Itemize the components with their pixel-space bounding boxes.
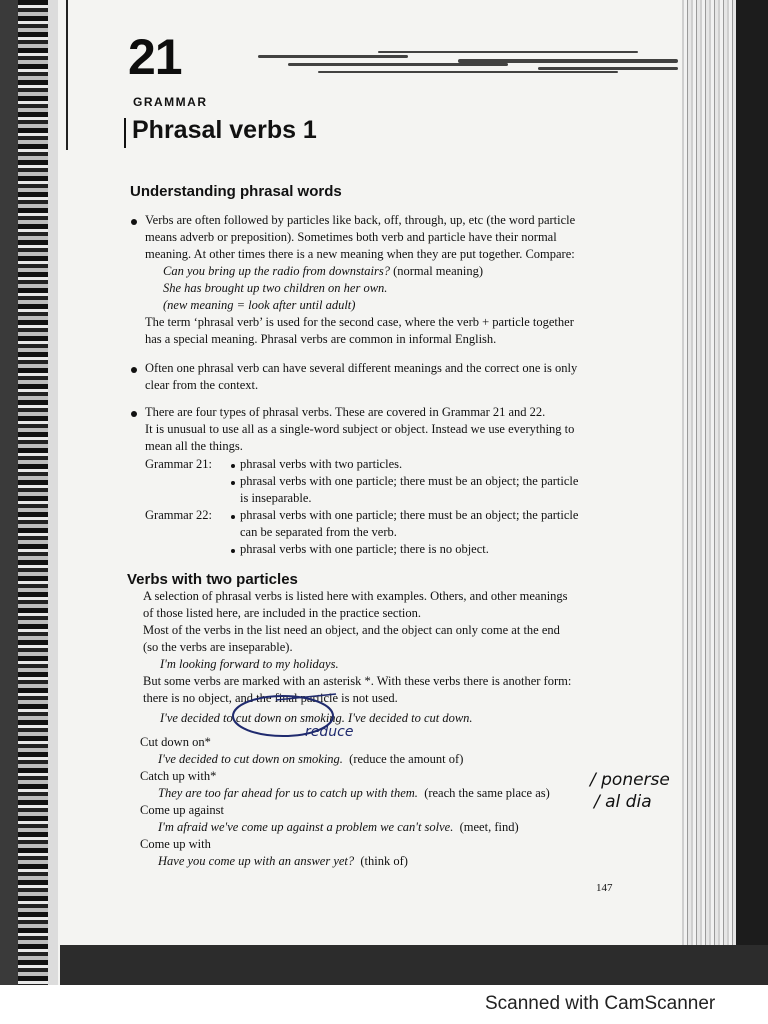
body-line: means adverb or preposition). Sometimes both verb and particle have their normal [145, 230, 557, 244]
body-line: A selection of phrasal verbs is listed here with examples. Others, and other meanings [143, 589, 568, 603]
grammar-21-label: Grammar 21: [145, 457, 212, 471]
scanner-watermark: Scanned with CamScanner [485, 993, 716, 1014]
body-line: meaning. At other times there is a new meaning when they are put together. Compare: [145, 247, 575, 261]
grammar-22-label: Grammar 22: [145, 508, 212, 522]
heading-understanding: Understanding phrasal words [130, 183, 342, 200]
chapter-number: 21 [128, 29, 182, 85]
body-line: There are four types of phrasal verbs. These are covered in Grammar 21 and 22. [145, 405, 546, 419]
body-line: Verbs are often followed by particles like back, off, through, up, etc (the word particle [145, 213, 576, 227]
example-line: I'm looking forward to my holidays. [160, 657, 339, 671]
verb-example-line: They are too far ahead for us to catch up with them. (reach the same place as) [158, 786, 550, 800]
page-title: Phrasal verbs 1 [132, 116, 317, 144]
section-label: GRAMMAR [133, 95, 208, 109]
bullet [131, 367, 137, 373]
body-line: has a special meaning. Phrasal verbs are common in informal English. [145, 332, 497, 346]
sub-bullet [231, 515, 235, 519]
example-line: I've decided to cut down on smoking. I've decided to cut down. [160, 711, 473, 725]
page-stack-edge [682, 0, 742, 985]
heading-two-particles: Verbs with two particles [127, 571, 298, 588]
verb-example-line: I'm afraid we've come up against a problem we can't solve. (meet, find) [158, 820, 519, 834]
sub-bullet [231, 549, 235, 553]
verb-example-line: Have you come up with an answer yet? (think of) [158, 854, 408, 868]
list-item: phrasal verbs with two particles. [240, 457, 403, 471]
title-rule [124, 118, 126, 148]
body-line: mean all the things. [145, 439, 243, 453]
list-item: phrasal verbs with one particle; there must be an object; the particle [240, 508, 579, 522]
list-item: is inseparable. [240, 491, 312, 505]
list-item: phrasal verbs with one particle; there must be an object; the particle [240, 474, 579, 488]
handwritten-note-ponerse: / ponerse [590, 770, 670, 790]
margin-rule [66, 0, 68, 150]
decorative-streaks [258, 45, 688, 85]
sub-bullet [231, 464, 235, 468]
body-line: The term ‘phrasal verb’ is used for the second case, where the verb + particle together [145, 315, 574, 329]
body-line: (so the verbs are inseparable). [143, 640, 293, 654]
page-number: 147 [596, 882, 613, 894]
list-item: phrasal verbs with one particle; there is no object. [240, 542, 489, 556]
bullet [131, 219, 137, 225]
body-line: there is no object, and the final particle is not used. [143, 691, 398, 705]
handwritten-note-al-dia: / al dia [594, 792, 652, 812]
verb-example-line: I've decided to cut down on smoking. (reduce the amount of) [158, 752, 464, 766]
body-line: It is unusual to use all as a single-word subject or object. Instead we use everything to [145, 422, 575, 436]
handwritten-note-reduce: reduce [305, 724, 354, 740]
list-item: can be separated from the verb. [240, 525, 397, 539]
verb-entry: Catch up with* [140, 769, 217, 783]
body-line: Often one phrasal verb can have several different meanings and the correct one is only [145, 361, 578, 375]
example-line: Can you bring up the radio from downstairs? (normal meaning) [163, 264, 484, 278]
sub-bullet [231, 481, 235, 485]
verb-entry: Come up against [140, 803, 225, 817]
spiral-binding [18, 0, 48, 985]
body-line: of those listed here, are included in the practice section. [143, 606, 422, 620]
scan-shadow-bottom [60, 945, 768, 985]
example-note: (new meaning = look after until adult) [163, 298, 356, 312]
body-line: clear from the context. [145, 378, 259, 392]
bullet [131, 411, 137, 417]
body-line: Most of the verbs in the list need an object, and the object can only come at the end [143, 623, 560, 637]
example-line: She has brought up two children on her own. [163, 281, 388, 295]
verb-entry: Cut down on* [140, 735, 211, 749]
scan-shadow-right [736, 0, 768, 985]
verb-entry: Come up with [140, 837, 211, 851]
body-line: But some verbs are marked with an asterisk *. With these verbs there is another form: [143, 674, 572, 688]
